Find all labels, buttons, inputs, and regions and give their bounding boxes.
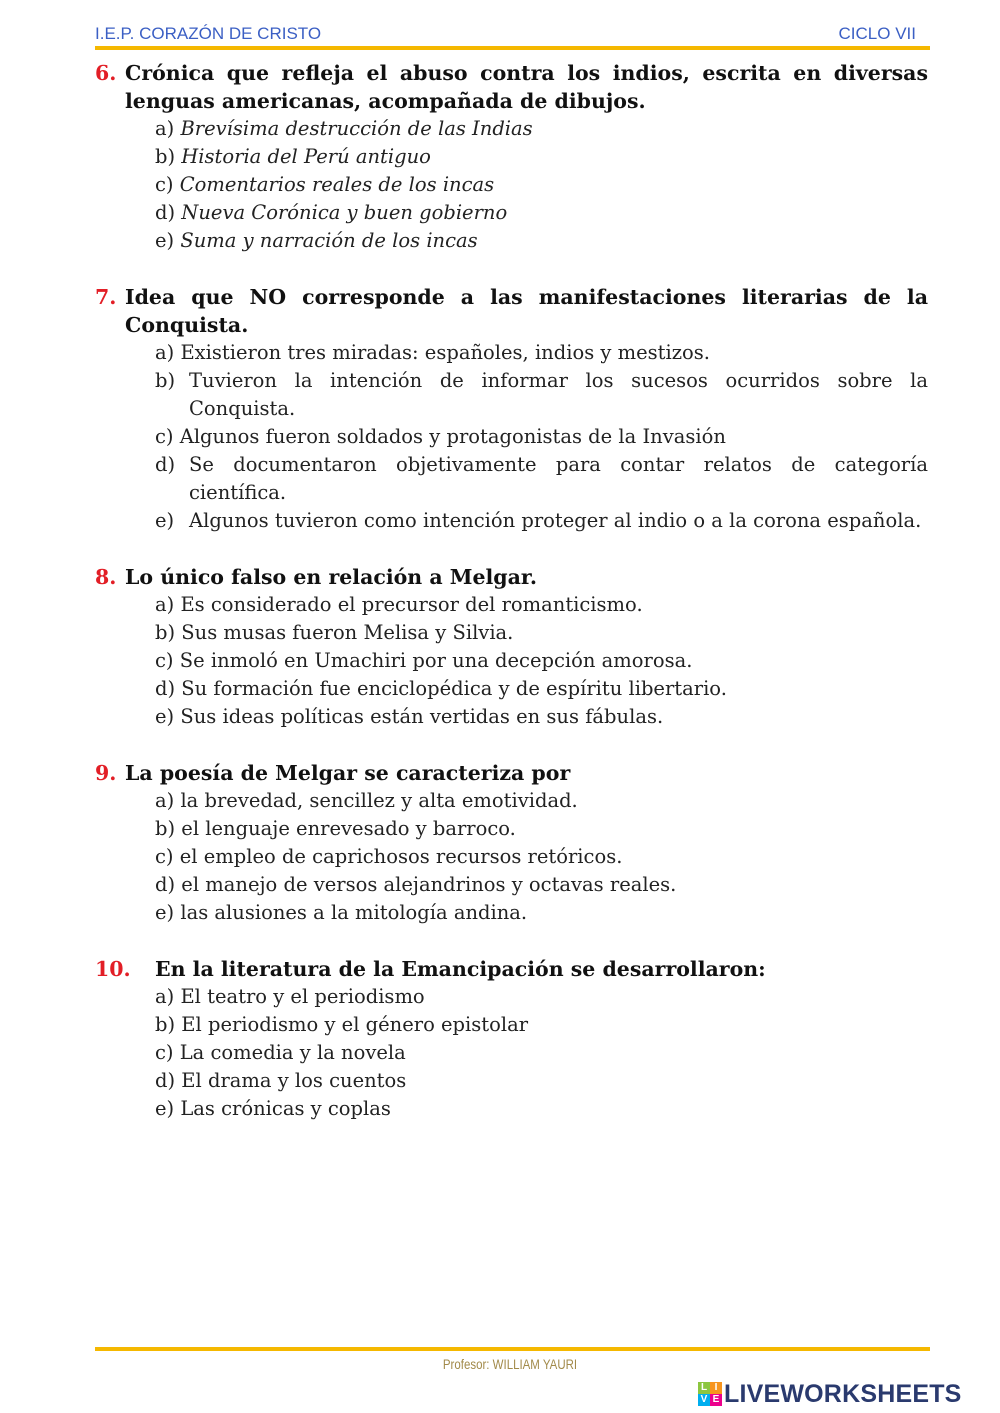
option-text: Algunos tuvieron como intención proteger al indio o a la corona española. bbox=[189, 509, 922, 532]
option-text: Las crónicas y coplas bbox=[180, 1097, 391, 1120]
option-text: Tuvieron la intención de informar los sucesos ocurridos sobre la Conquista. bbox=[189, 369, 928, 420]
option-a[interactable] bbox=[95, 787, 928, 815]
option-text: Se documentaron objetivamente para contar relatos de categoría científica. bbox=[189, 453, 928, 504]
question-title bbox=[95, 563, 928, 591]
option-a[interactable] bbox=[95, 115, 928, 143]
option-c[interactable] bbox=[95, 843, 928, 871]
question-title bbox=[95, 59, 928, 115]
option-label: e) bbox=[155, 509, 175, 532]
question-title bbox=[95, 955, 928, 983]
footer-divider bbox=[95, 1347, 930, 1351]
option-text: Se inmoló en Umachiri por una decepción amorosa. bbox=[179, 649, 693, 672]
option-text: las alusiones a la mitología andina. bbox=[180, 901, 528, 924]
worksheet-body bbox=[95, 59, 928, 1151]
option-label: e) bbox=[155, 705, 175, 728]
option-text: Historia del Perú antiguo bbox=[181, 145, 431, 168]
option-text: La comedia y la novela bbox=[179, 1041, 406, 1064]
option-text: Sus ideas políticas están vertidas en sus fábulas. bbox=[180, 705, 664, 728]
options-list bbox=[95, 339, 928, 535]
option-e[interactable] bbox=[95, 703, 928, 731]
option-text: Comentarios reales de los incas bbox=[179, 173, 495, 196]
option-label: a) bbox=[155, 341, 175, 364]
liveworksheets-logo-icon bbox=[698, 1382, 722, 1406]
option-text: Es considerado el precursor del romanticismo. bbox=[180, 593, 643, 616]
option-text: Su formación fue enciclopédica y de espíritu libertario. bbox=[181, 677, 727, 700]
option-c[interactable] bbox=[95, 423, 928, 451]
question-number: 8. bbox=[95, 565, 117, 589]
option-label: a) bbox=[155, 593, 175, 616]
option-d[interactable] bbox=[95, 199, 928, 227]
option-d[interactable] bbox=[95, 675, 928, 703]
option-text: Sus musas fueron Melisa y Silvia. bbox=[181, 621, 514, 644]
options-list bbox=[95, 787, 928, 927]
option-text: Existieron tres miradas: españoles, indios y mestizos. bbox=[180, 341, 710, 364]
option-e[interactable] bbox=[95, 227, 928, 255]
question-number: 9. bbox=[95, 761, 117, 785]
question-9 bbox=[95, 759, 928, 927]
option-label: e) bbox=[155, 229, 175, 252]
question-number: 10. bbox=[95, 957, 131, 981]
option-c[interactable] bbox=[95, 1039, 928, 1067]
question-10 bbox=[95, 955, 928, 1123]
question-number: 6. bbox=[95, 61, 117, 85]
logo-tile: I bbox=[710, 1382, 722, 1394]
option-label: e) bbox=[155, 1097, 175, 1120]
brand-name: LIVEWORKSHEETS bbox=[724, 1379, 962, 1408]
question-text: Idea que NO corresponde a las manifestaciones literarias de la Conquista. bbox=[125, 285, 928, 337]
option-text: Nueva Corónica y buen gobierno bbox=[181, 201, 508, 224]
option-d[interactable] bbox=[95, 871, 928, 899]
option-text: Suma y narración de los incas bbox=[180, 229, 478, 252]
option-text: El teatro y el periodismo bbox=[180, 985, 425, 1008]
liveworksheets-brand bbox=[698, 1379, 962, 1409]
option-e[interactable] bbox=[95, 507, 928, 535]
options-list bbox=[95, 983, 928, 1123]
option-a[interactable] bbox=[95, 339, 928, 367]
question-7 bbox=[95, 283, 928, 535]
header-divider bbox=[95, 46, 930, 50]
option-text: Brevísima destrucción de las Indias bbox=[180, 117, 533, 140]
question-number: 7. bbox=[95, 285, 117, 309]
cycle-label: CICLO VII bbox=[838, 24, 916, 43]
option-text: El periodismo y el género epistolar bbox=[181, 1013, 529, 1036]
option-label: b) bbox=[155, 145, 176, 168]
option-b[interactable] bbox=[95, 619, 928, 647]
question-6 bbox=[95, 59, 928, 255]
option-label: b) bbox=[155, 817, 176, 840]
options-list bbox=[95, 591, 928, 731]
option-text: el lenguaje enrevesado y barroco. bbox=[181, 817, 516, 840]
option-text: el empleo de caprichosos recursos retóricos. bbox=[179, 845, 623, 868]
options-list bbox=[95, 115, 928, 255]
question-text: Lo único falso en relación a Melgar. bbox=[125, 565, 537, 589]
option-label: e) bbox=[155, 901, 175, 924]
logo-tile: L bbox=[698, 1382, 710, 1394]
option-label: d) bbox=[155, 453, 176, 476]
option-text: Algunos fueron soldados y protagonistas de la Invasión bbox=[179, 425, 726, 448]
question-text: En la literatura de la Emancipación se desarrollaron: bbox=[155, 957, 766, 981]
option-label: d) bbox=[155, 677, 176, 700]
option-label: d) bbox=[155, 201, 176, 224]
question-title bbox=[95, 283, 928, 339]
question-title bbox=[95, 759, 928, 787]
option-b[interactable] bbox=[95, 815, 928, 843]
option-label: c) bbox=[155, 173, 174, 196]
option-b[interactable] bbox=[95, 143, 928, 171]
option-a[interactable] bbox=[95, 983, 928, 1011]
option-label: c) bbox=[155, 845, 174, 868]
option-d[interactable] bbox=[95, 451, 928, 507]
option-c[interactable] bbox=[95, 171, 928, 199]
option-label: d) bbox=[155, 1069, 176, 1092]
option-label: c) bbox=[155, 425, 174, 448]
logo-tile: V bbox=[698, 1394, 710, 1406]
option-label: c) bbox=[155, 1041, 174, 1064]
option-e[interactable] bbox=[95, 1095, 928, 1123]
option-text: El drama y los cuentos bbox=[181, 1069, 407, 1092]
option-label: a) bbox=[155, 789, 175, 812]
option-label: d) bbox=[155, 873, 176, 896]
option-e[interactable] bbox=[95, 899, 928, 927]
school-name: I.E.P. CORAZÓN DE CRISTO bbox=[95, 24, 322, 43]
option-text: el manejo de versos alejandrinos y octavas reales. bbox=[181, 873, 677, 896]
option-b[interactable] bbox=[95, 367, 928, 423]
option-label: b) bbox=[155, 369, 176, 392]
option-b[interactable] bbox=[95, 1011, 928, 1039]
logo-tile: E bbox=[710, 1394, 722, 1406]
option-label: b) bbox=[155, 1013, 176, 1036]
question-8 bbox=[95, 563, 928, 731]
option-label: b) bbox=[155, 621, 176, 644]
option-d[interactable] bbox=[95, 1067, 928, 1095]
question-text: Crónica que refleja el abuso contra los indios, escrita en diversas lenguas americanas, acompañada de dibujos. bbox=[125, 61, 928, 113]
option-text: la brevedad, sencillez y alta emotividad. bbox=[180, 789, 578, 812]
option-a[interactable] bbox=[95, 591, 928, 619]
option-label: c) bbox=[155, 649, 174, 672]
question-text: La poesía de Melgar se caracteriza por bbox=[125, 761, 571, 785]
teacher-credit: Profesor: WILLIAM YAURI bbox=[442, 1356, 578, 1372]
option-label: a) bbox=[155, 985, 175, 1008]
option-c[interactable] bbox=[95, 647, 928, 675]
option-label: a) bbox=[155, 117, 175, 140]
